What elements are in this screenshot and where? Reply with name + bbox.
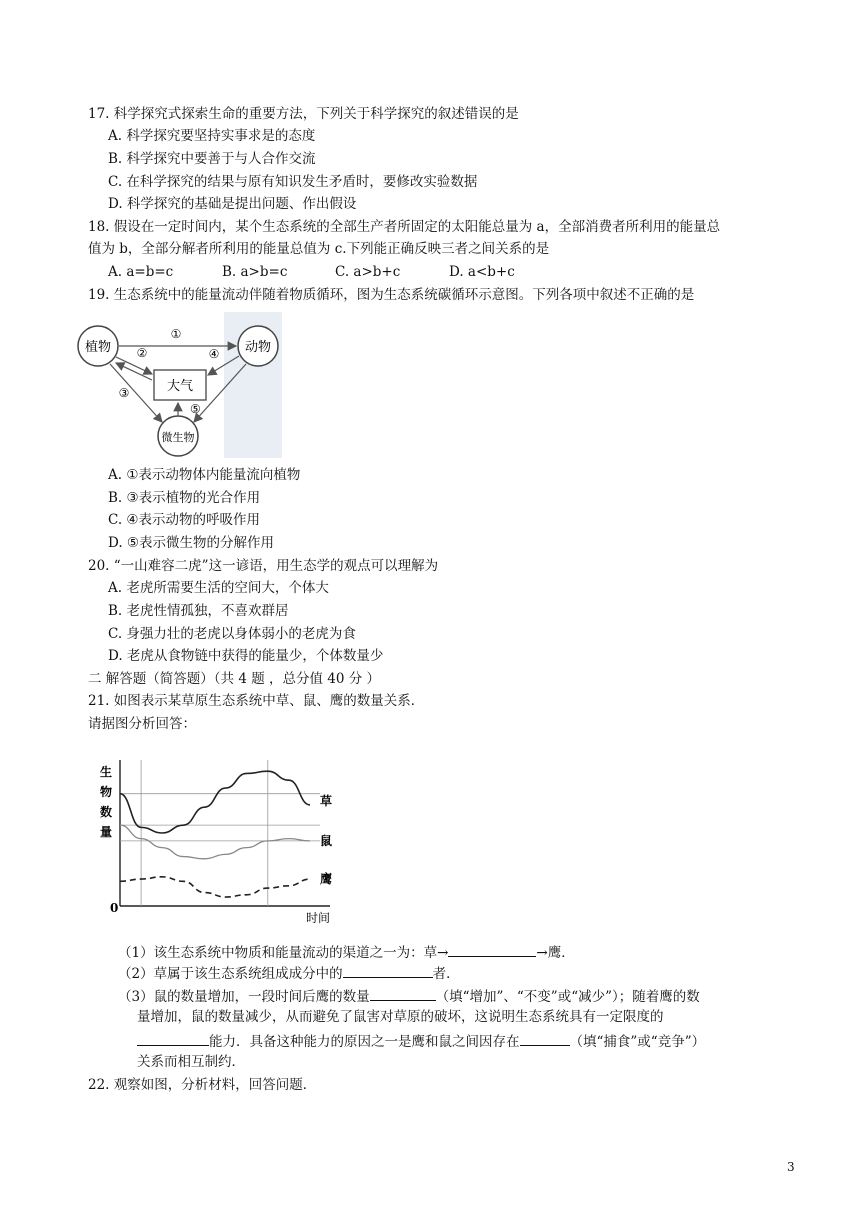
svg-text:大气: 大气 bbox=[166, 379, 194, 394]
q20-option-d: D. 老虎从食物链中获得的能量少，个体数量少 bbox=[108, 648, 384, 664]
carbon-cycle-diagram bbox=[74, 312, 282, 458]
population-chart bbox=[92, 738, 350, 928]
q17-option-d: D. 科学探究的基础是提出问题、作出假设 bbox=[108, 196, 357, 212]
q21-sub2-text-a: （2）草属于该生态系统组成成分中的 bbox=[118, 966, 343, 982]
series-layer bbox=[120, 771, 332, 897]
q21-stem-line2: 请据图分析回答： bbox=[88, 716, 196, 732]
q21-sub3-line2: 量增加，鼠的数量减少，从而避免了鼠害对草原的破坏，这说明生态系统具有一定限度的 bbox=[137, 1009, 664, 1025]
label-1: ① bbox=[170, 327, 182, 341]
svg-text:动物: 动物 bbox=[244, 340, 272, 355]
y-label-1: 生 bbox=[99, 765, 113, 779]
label-4: ④ bbox=[208, 347, 220, 361]
q20-option-c: C. 身强力壮的老虎以身体弱小的老虎为食 bbox=[108, 626, 356, 642]
q21-blank-4[interactable] bbox=[137, 1031, 209, 1046]
series-line-1 bbox=[120, 825, 310, 859]
q21-sub3-line1 bbox=[118, 986, 700, 1006]
q18-stem-line1: 18. 假设在一定时间内，某个生态系统的全部生产者所固定的太阳能总量为 a，全部消费者所利用的能量总 bbox=[88, 219, 721, 235]
animal-node bbox=[238, 326, 278, 366]
label-5: ⑤ bbox=[190, 402, 201, 416]
q21-sub1 bbox=[118, 942, 575, 962]
svg-text:植物: 植物 bbox=[84, 340, 112, 355]
q21-sub3-text-b: （填“增加”、“不变”或“减少”）；随着鹰的数 bbox=[435, 989, 700, 1005]
y-label-4: 量 bbox=[99, 825, 113, 839]
q21-blank-1[interactable] bbox=[448, 942, 536, 957]
q17-option-a: A. 科学探究要坚持实事求是的态度 bbox=[108, 128, 316, 144]
q21-stem-line1: 21. 如图表示某草原生态系统中草、鼠、鹰的数量关系． bbox=[88, 693, 425, 709]
q21-blank-3[interactable] bbox=[370, 986, 436, 1001]
svg-text:微生物: 微生物 bbox=[161, 431, 195, 444]
q21-sub2 bbox=[118, 963, 460, 983]
atmosphere-box bbox=[154, 370, 206, 400]
q19-option-b: B. ③表示植物的光合作用 bbox=[108, 490, 261, 506]
q20-stem: 20. “一山难容二虎”这一谚语，用生态学的观点可以理解为 bbox=[88, 558, 439, 574]
q20-option-a: A. 老虎所需要生活的空间大，个体大 bbox=[108, 580, 329, 596]
microbe-node bbox=[158, 416, 198, 456]
q19-stem: 19. 生态系统中的能量流动伴随着物质循环，图为生态系统碳循环示意图。下列各项中叙述不正确的是 bbox=[88, 287, 695, 303]
q21-sub3-text-a: （3）鼠的数量增加，一段时间后鹰的数量 bbox=[118, 989, 370, 1005]
section-heading: 二 解答题（简答题）（共 4 题 ，总分值 40 分 ） bbox=[88, 671, 381, 687]
q21-sub3-text-c: 能力．具备这种能力的原因之一是鹰和鼠之间因存在 bbox=[209, 1034, 520, 1050]
q20-option-b: B. 老虎性情孤独，不喜欢群居 bbox=[108, 603, 289, 619]
gridlines bbox=[120, 760, 320, 906]
q21-blank-5[interactable] bbox=[520, 1031, 570, 1046]
q21-blank-2[interactable] bbox=[343, 963, 433, 978]
q19-option-d: D. ⑤表示微生物的分解作用 bbox=[108, 535, 275, 551]
q17-option-b: B. 科学探究中要善于与人合作交流 bbox=[108, 151, 316, 167]
q21-sub3-line3 bbox=[137, 1031, 705, 1051]
q17-option-c: C. 在科学探究的结果与原有知识发生矛盾时，要修改实验数据 bbox=[108, 174, 478, 190]
q18-option-b: B. a>b=c bbox=[222, 264, 288, 280]
series-label-2: 鹰 bbox=[319, 872, 333, 887]
origin-label: 0 bbox=[110, 901, 119, 915]
series-label-1: 鼠 bbox=[319, 833, 333, 848]
y-label-3: 数 bbox=[99, 805, 113, 819]
plant-node bbox=[78, 326, 118, 366]
q17-stem: 17. 科学探究式探索生命的重要方法，下列关于科学探究的叙述错误的是 bbox=[88, 106, 519, 122]
label-2: ② bbox=[136, 346, 148, 360]
q19-option-c: C. ④表示动物的呼吸作用 bbox=[108, 512, 261, 528]
q18-option-c: C. a>b+c bbox=[335, 264, 401, 280]
series-label-0: 草 bbox=[319, 793, 333, 808]
q21-sub3-text-d: （填“捕食”或“竞争”） bbox=[569, 1034, 706, 1050]
q22-stem: 22. 观察如图，分析材料，回答问题． bbox=[88, 1077, 317, 1093]
q21-sub1-text-b: →鹰． bbox=[536, 945, 575, 961]
label-3: ③ bbox=[118, 386, 130, 400]
q18-option-d: D. a<b+c bbox=[449, 264, 515, 280]
y-label-2: 物 bbox=[99, 785, 113, 799]
series-line-2 bbox=[120, 877, 310, 897]
q21-sub2-text-b: 者． bbox=[432, 966, 460, 982]
q18-option-a: A. a=b=c bbox=[108, 264, 174, 280]
q21-sub1-text-a: （1）该生态系统中物质和能量流动的渠道之一为：草→ bbox=[118, 945, 449, 961]
q18-stem-line2: 值为 b，全部分解者所利用的能量总值为 c.下列能正确反映三者之间关系的是 bbox=[88, 241, 550, 257]
q21-sub3-line4: 关系而相互制约． bbox=[137, 1054, 245, 1070]
series-line-0 bbox=[120, 771, 310, 833]
q19-option-a: A. ①表示动物体内能量流向植物 bbox=[108, 467, 301, 483]
x-axis-label: 时间 bbox=[305, 911, 331, 925]
page-number: 3 bbox=[787, 1160, 795, 1174]
